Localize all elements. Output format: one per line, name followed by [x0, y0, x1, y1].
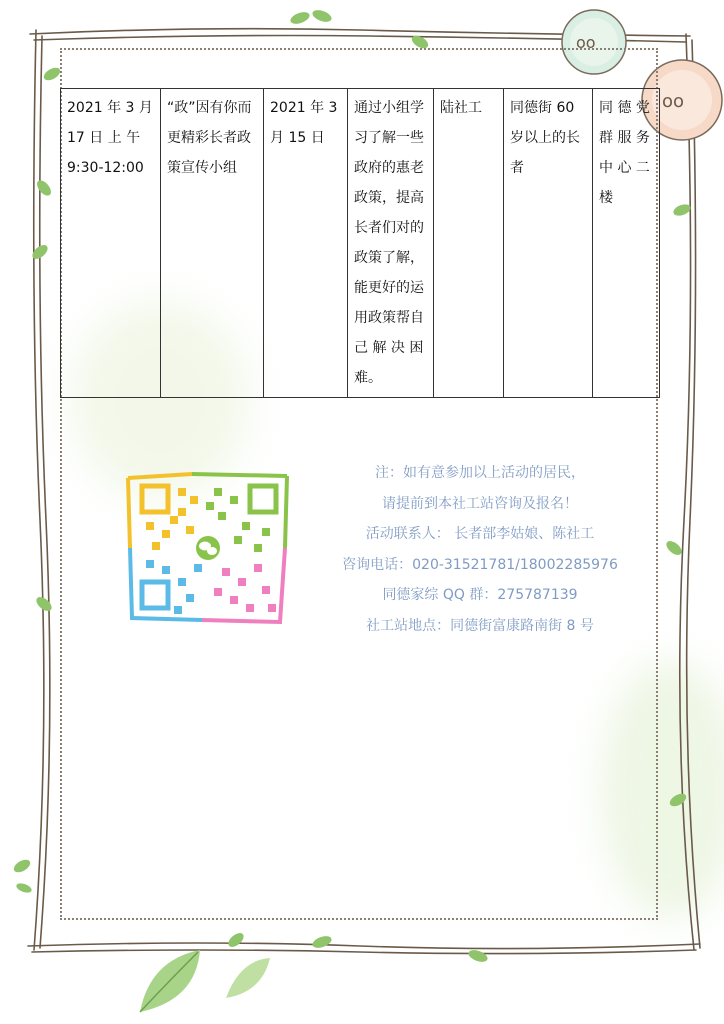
cell-content: 通过小组学习了解一些政府的惠老政策，提高长者们对的政策了解，能更好的运用政策帮自己 解 决 困难。: [348, 89, 434, 398]
cell-time: 2021 年 3 月 17 日 上 午 9:30-12:00: [61, 89, 161, 398]
wechat-qr-code[interactable]: [122, 468, 292, 628]
cell-target: 同德街 60 岁以上的长者: [504, 89, 593, 398]
qr-image: [122, 468, 292, 628]
schedule-table: [60, 88, 660, 398]
svg-text:oo: oo: [662, 91, 685, 112]
wechat-icon: [196, 536, 220, 560]
cell-location: 同 德 党 群 服 务 中 心 二 楼: [593, 89, 660, 398]
svg-text:oo: oo: [576, 33, 596, 52]
cell-staff: 陆社工: [434, 89, 504, 398]
cell-deadline: 2021 年 3 月 15 日: [264, 89, 348, 398]
table-row: [61, 89, 660, 398]
cell-activity: “政”因有你而更精彩长者政策宣传小组: [161, 89, 264, 398]
activity-notes: [330, 458, 630, 641]
note-line-5: 同德家综 QQ 群：275787139: [382, 587, 578, 603]
note-line-2: 请提前到本社工站咨询及报名！: [382, 495, 578, 512]
note-line-4: 咨询电话：020-31521781/18002285976: [342, 556, 618, 573]
note-line-3: 活动联系人： 长者部李姑娘、陈社工: [365, 526, 595, 542]
note-line-1: 注：如有意参加以上活动的居民，: [375, 465, 585, 481]
note-line-6: 社工站地点：同德街富康路南街 8 号: [366, 617, 594, 634]
